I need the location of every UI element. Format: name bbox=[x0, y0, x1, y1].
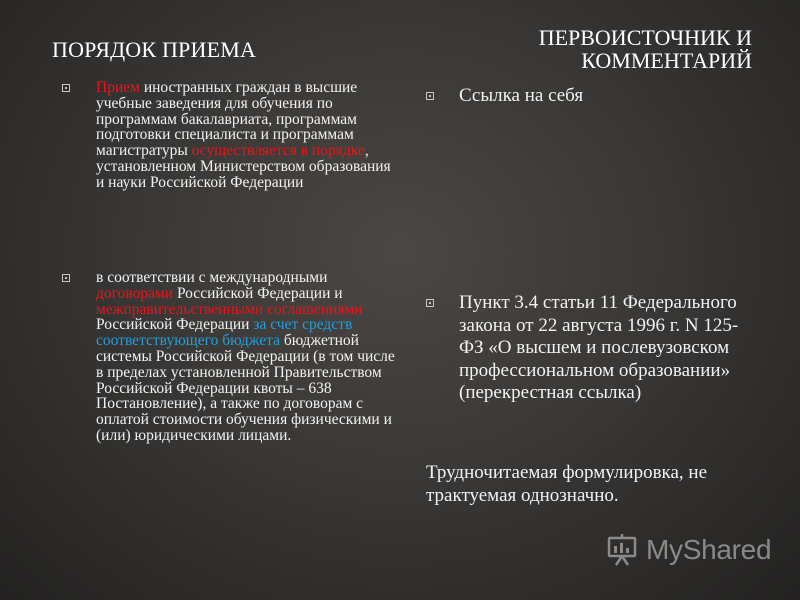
left-bullet-admission-text bbox=[96, 80, 402, 191]
left-bullet-admission bbox=[62, 80, 402, 191]
highlight-red: межправительственными соглашениями bbox=[96, 300, 363, 318]
highlight-blue: за счет средств соответствующего бюджета bbox=[96, 316, 353, 350]
highlight-red: осуществляется в порядке bbox=[191, 142, 365, 160]
right-bullet-self-reference-text: Ссылка на себя bbox=[459, 85, 584, 106]
text-fragment: иностранных граждан в высшие учебные заведения для обучения по программам бакалавриата, программам подготовки специалиста и программам магистратуры bbox=[96, 79, 358, 160]
text-fragment: бюджетной системы Российской Федерации (в том числе в пределах установленной Правительством Российской Федерации квоты – 638 Постановление), а также по договорам с оплатой стоимости обучения физическими и (или) юридическими лицами. bbox=[96, 332, 395, 444]
watermark bbox=[606, 533, 771, 567]
right-bullet-law-reference bbox=[426, 292, 756, 405]
comment-note: Трудночитаемая формулировка, не трактуемая однозначно. bbox=[426, 462, 708, 506]
left-column-title: ПОРЯДОК ПРИЕМА bbox=[52, 37, 257, 62]
square-bullet-icon bbox=[62, 274, 70, 282]
highlight-red: Прием bbox=[96, 79, 140, 96]
text-fragment: Российской Федерации bbox=[96, 316, 254, 334]
left-bullet-agreements-text bbox=[96, 270, 402, 444]
text-fragment: , установленном Министерством образования и науки Российской Федерации bbox=[96, 142, 391, 191]
text-fragment: в соответствии с международными bbox=[96, 269, 328, 286]
highlight-red: договорами bbox=[96, 284, 174, 302]
presentation-screen-icon bbox=[606, 533, 640, 567]
text-fragment: Российской Федерации и bbox=[173, 284, 343, 302]
right-bullet-law-reference-text: Пункт 3.4 статьи 11 Федерального закона от 22 августа 1996 г. N 125-ФЗ «О высшем и послевузовском профессиональном образовании» (перекрестная ссылка) bbox=[459, 292, 739, 403]
left-bullet-agreements bbox=[62, 270, 402, 444]
right-bullet-self-reference bbox=[426, 85, 756, 108]
square-bullet-icon bbox=[426, 299, 434, 307]
square-bullet-icon bbox=[426, 92, 434, 100]
right-column-title: ПЕРВОИСТОЧНИК И КОММЕНТАРИЙ bbox=[538, 25, 752, 74]
square-bullet-icon bbox=[62, 84, 70, 92]
watermark-text: MyShared bbox=[646, 534, 772, 565]
